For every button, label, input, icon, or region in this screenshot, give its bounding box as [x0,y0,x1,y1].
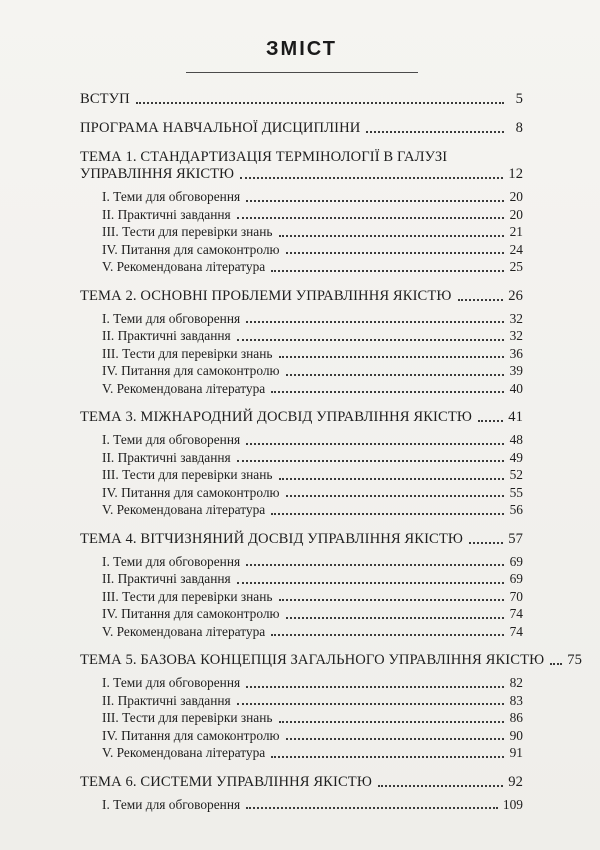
title-block [80,0,523,72]
toc-page-number: 32 [509,328,523,343]
dot-leader [246,321,504,323]
dot-leader [271,513,504,515]
toc-entry-label: ВСТУП [80,91,130,107]
toc-entry-label: III. Тести для перевірки знань [102,467,273,482]
page-title: ЗМІСТ [266,38,337,60]
toc-entry-label: III. Тести для перевірки знань [102,224,273,239]
dot-leader [237,703,504,705]
dot-leader [271,270,504,272]
toc-page-number: 82 [509,675,523,690]
toc-entry-label: IV. Питання для самоконтролю [102,484,280,500]
toc-entry-label: II. Практичні завдання [102,571,231,586]
dot-leader [271,634,504,636]
toc-subentry [80,709,523,727]
toc-entry-label: V. Рекомендована література [102,502,266,517]
dot-leader [378,785,503,787]
toc-subentry [80,241,523,259]
toc-page-number: 32 [509,310,523,326]
toc-entry-label: V. Рекомендована література [102,259,266,274]
toc-entry-label: II. Практичні завдання [102,692,231,708]
toc-entry-label: ТЕМА 3. МІЖНАРОДНИЙ ДОСВІД УПРАВЛІННЯ ЯКІСТЮ [80,409,472,425]
title-underline [186,72,418,73]
toc-entry-label: III. Тести для перевірки знань [102,345,273,361]
toc-page-number: 57 [508,530,523,547]
toc-subentry [80,727,523,745]
toc-page-number: 52 [509,467,523,482]
toc-entry-topic-1 [80,149,523,166]
toc-subentry [80,362,523,380]
dot-leader [237,460,504,462]
dot-leader [237,217,504,219]
dot-leader [286,495,504,497]
toc-page-number: 91 [509,745,523,760]
toc-page-number: 75 [567,652,583,668]
toc-entry-label: ТЕМА 5. БАЗОВА КОНЦЕПЦІЯ ЗАГАЛЬНОГО УПРАВЛІННЯ ЯКІСТЮ [80,652,545,668]
toc-page-number: 20 [509,189,523,204]
toc-page-number: 26 [508,287,523,304]
toc-entry-label: I. Теми для обговорення [102,432,241,447]
toc-subentry [80,310,523,328]
toc-subentry [80,258,523,276]
toc-subentry [80,449,523,467]
dot-leader [478,420,503,422]
dot-leader [246,686,504,688]
toc-page-number: 86 [509,710,523,725]
dot-leader [246,443,504,445]
dot-leader [286,374,504,376]
dot-leader [286,617,504,619]
dot-leader [279,721,504,723]
toc-page-number: 109 [502,796,523,812]
toc-page-number: 36 [509,345,523,361]
toc-subentry [80,605,523,623]
toc-entry-topic-4 [80,531,523,548]
toc-page-number: 5 [515,91,523,107]
dot-leader [286,738,504,740]
dot-leader [271,391,504,393]
toc-subentry [80,501,523,519]
toc-entry-label: V. Рекомендована література [102,380,266,396]
toc-entry-label: IV. Питання для самоконтролю [102,727,280,743]
toc-subentry [80,796,523,814]
toc-entry-label: V. Рекомендована література [102,745,266,760]
toc-page-number: 69 [509,571,523,586]
toc-entry-label: I. Теми для обговорення [102,310,241,326]
dot-leader [271,756,504,758]
toc-entry-label: IV. Питання для самоконтролю [102,363,280,378]
toc-entry-label: ТЕМА 4. ВІТЧИЗНЯНИЙ ДОСВІД УПРАВЛІННЯ ЯКІСТЮ [80,530,464,547]
toc-entry-label: I. Теми для обговорення [102,553,241,569]
toc-entry-label: II. Практичні завдання [102,206,231,222]
dot-leader [240,177,503,179]
toc-entry-label: III. Тести для перевірки знань [102,710,273,725]
toc-page-number: 56 [509,502,523,517]
toc-entry-label: I. Теми для обговорення [102,189,241,204]
dot-leader [458,299,504,301]
dot-leader [469,542,503,544]
dot-leader [279,599,504,601]
toc-subentry [80,553,523,571]
toc-page-number: 39 [509,363,523,378]
dot-leader [246,564,504,566]
toc-subentry [80,431,523,449]
toc-page-number: 70 [509,588,523,604]
toc-entry-label: II. Практичні завдання [102,328,231,343]
toc-subentry [80,588,523,606]
toc-entry-label: III. Тести для перевірки знань [102,588,273,604]
toc-subentry [80,692,523,710]
toc-page-number: 20 [509,206,523,222]
table-of-contents [80,91,583,813]
dot-leader [136,102,504,104]
toc-page-number: 92 [508,773,523,790]
toc-page-number: 55 [509,484,523,500]
toc-entry-label: I. Теми для обговорення [102,675,241,690]
toc-entry-program [80,120,523,137]
toc-subentry [80,484,523,502]
toc-page-number: 83 [509,692,523,708]
toc-entry-topic-6 [80,774,523,791]
toc-entry-label: ПРОГРАМА НАВЧАЛЬНОЇ ДИСЦИПЛІНИ [80,120,361,136]
toc-entry-label: ТЕМА 2. ОСНОВНІ ПРОБЛЕМИ УПРАВЛІННЯ ЯКІСТЮ [80,287,452,304]
dot-leader [366,131,504,133]
toc-entry-topic-1-continued [80,166,523,183]
toc-entry-label: ТЕМА 1. СТАНДАРТИЗАЦІЯ ТЕРМІНОЛОГІЇ В ГАЛУЗІ [80,149,448,165]
toc-entry-label: I. Теми для обговорення [102,796,241,812]
toc-page-number: 12 [508,166,523,182]
toc-subentry [80,744,523,762]
toc-page-number: 8 [515,120,523,136]
toc-page-number: 25 [509,259,523,274]
dot-leader [237,339,504,341]
toc-entry-label-continued: УПРАВЛІННЯ ЯКІСТЮ [80,166,235,182]
toc-page-number: 90 [509,727,523,743]
dot-leader [550,663,562,665]
toc-entry-label: ТЕМА 6. СИСТЕМИ УПРАВЛІННЯ ЯКІСТЮ [80,773,372,790]
toc-page-number: 48 [509,432,523,447]
toc-page-number: 69 [509,553,523,569]
toc-entry-topic-5 [80,652,583,669]
toc-page-number: 49 [509,449,523,465]
toc-subentry [80,466,523,484]
dot-leader [279,478,504,480]
toc-entry-label: IV. Питання для самоконтролю [102,241,280,257]
toc-page-number: 21 [509,224,523,239]
toc-subentry [80,623,523,641]
toc-subentry [80,327,523,345]
toc-entry-label: V. Рекомендована література [102,623,266,639]
toc-subentry [80,345,523,363]
toc-page-number: 41 [508,409,523,425]
toc-page-number: 74 [509,623,523,639]
dot-leader [279,235,504,237]
toc-subentry [80,570,523,588]
dot-leader [279,356,504,358]
toc-subentry [80,380,523,398]
toc-entry-label: II. Практичні завдання [102,449,231,465]
toc-page-number: 74 [509,606,523,621]
dot-leader [246,807,498,809]
toc-subentry [80,674,523,692]
dot-leader [237,582,504,584]
dot-leader [246,200,504,202]
toc-entry-topic-2 [80,288,523,305]
toc-entry-intro [80,91,523,108]
toc-page-number: 40 [509,380,523,396]
toc-subentry [80,206,523,224]
dot-leader [286,252,504,254]
toc-entry-label: IV. Питання для самоконтролю [102,606,280,621]
toc-entry-topic-3 [80,409,523,426]
toc-subentry [80,223,523,241]
toc-page-number: 24 [509,241,523,257]
toc-subentry [80,188,523,206]
